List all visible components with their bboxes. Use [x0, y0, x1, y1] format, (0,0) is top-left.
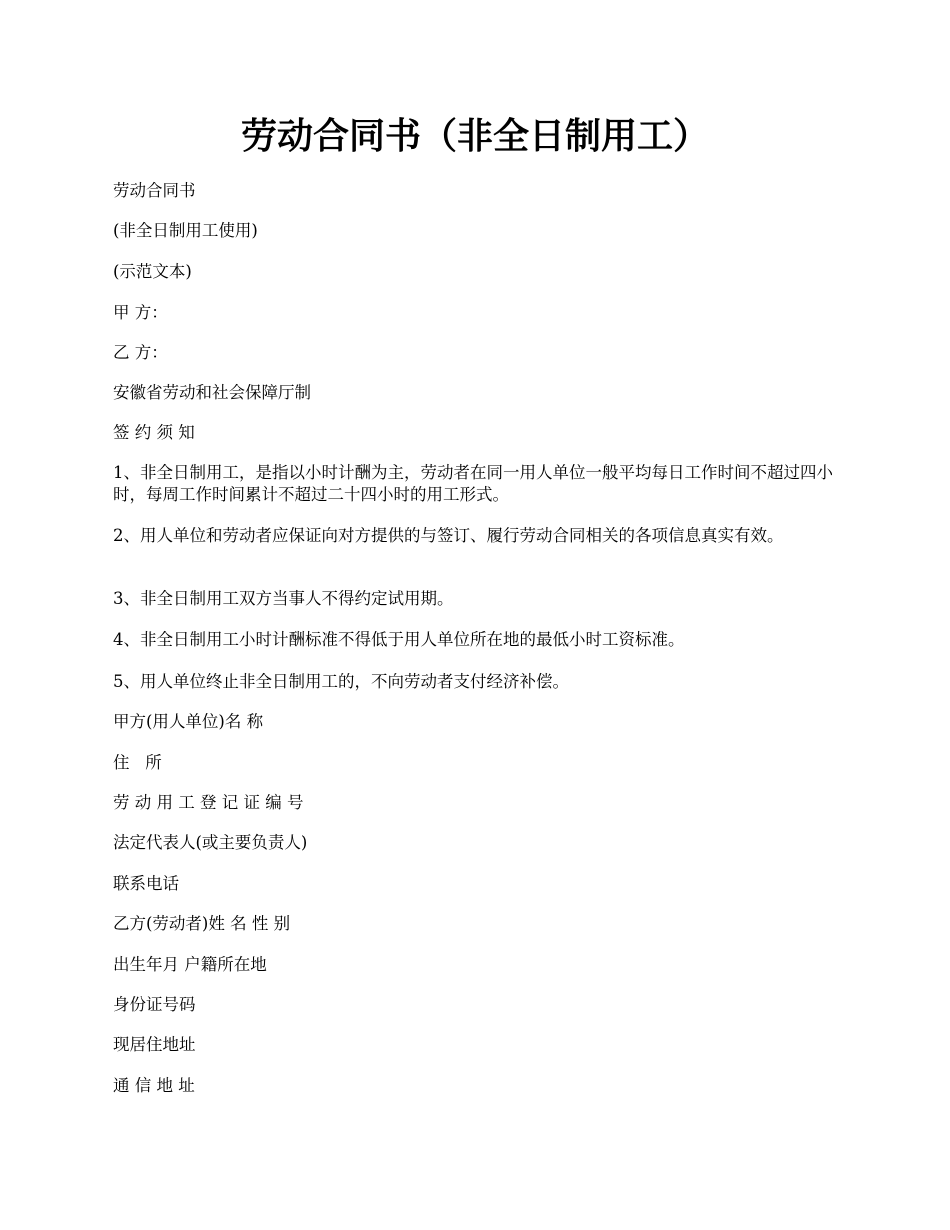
employer-name-field: 甲方(用人单位)名 称: [113, 712, 264, 731]
employer-phone-field: 联系电话: [113, 874, 179, 893]
signing-notice-heading: 签 约 须 知: [113, 423, 195, 442]
subtitle-usage: (非全日制用工使用): [113, 221, 258, 240]
party-b-label: 乙 方：: [113, 343, 168, 362]
employee-name-gender-field: 乙方(劳动者)姓 名 性 别: [113, 914, 291, 933]
notice-item-1: 1、非全日制用工，是指以小时计酬为主，劳动者在同一用人单位一般平均每日工作时间不超过四小时，每周工作时间累计不超过二十四小时的用工形式。: [113, 463, 833, 504]
notice-item-2: 2、用人单位和劳动者应保证向对方提供的与签订、履行劳动合同相关的各项信息真实有效。: [113, 526, 784, 545]
id-number-field: 身份证号码: [113, 995, 196, 1014]
employer-address-field: 住 所: [113, 753, 168, 772]
legal-representative-field: 法定代表人(或主要负责人): [113, 833, 308, 852]
current-address-field: 现居住地址: [113, 1035, 196, 1054]
notice-item-3: 3、非全日制用工双方当事人不得约定试用期。: [113, 589, 454, 608]
document-title: 劳动合同书（非全日制用工）: [240, 115, 709, 157]
birth-date-residence-field: 出生年月 户籍所在地: [113, 955, 267, 974]
subtitle-sample: (示范文本): [113, 262, 192, 281]
mailing-address-field: 通 信 地 址: [113, 1076, 195, 1095]
party-a-label: 甲 方：: [113, 303, 168, 322]
subtitle-contract: 劳动合同书: [113, 181, 196, 200]
notice-item-5: 5、用人单位终止非全日制用工的，不向劳动者支付经济补偿。: [113, 672, 569, 691]
notice-item-4: 4、非全日制用工小时计酬标准不得低于用人单位所在地的最低小时工资标准。: [113, 630, 685, 649]
employment-registration-number-field: 劳 动 用 工 登 记 证 编 号: [113, 793, 304, 812]
issuer-line: 安徽省劳动和社会保障厅制: [113, 383, 311, 402]
